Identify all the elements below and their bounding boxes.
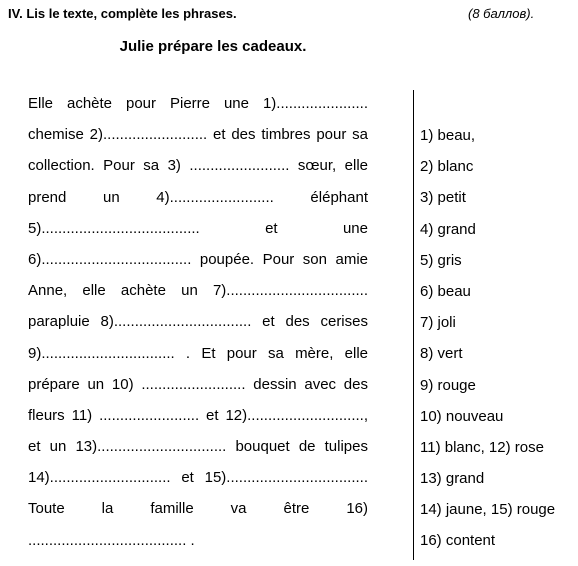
option-item: 14) jaune, 15) rouge — [420, 501, 556, 519]
column-divider — [413, 90, 414, 560]
text-line: et un 13)............................... bouquet de tulipes — [28, 438, 368, 456]
text-line: fleurs 11) ........................ et 12)............................, — [28, 406, 368, 424]
option-item: 4) grand — [420, 220, 476, 238]
option-item: 9) rouge — [420, 376, 476, 394]
text-line: chemise 2)......................... et des timbres pour sa — [28, 126, 368, 144]
exercise-title-wrap — [0, 38, 578, 55]
option-item: 8) vert — [420, 345, 463, 363]
text-line: 9)................................ . Et pour sa mère, elle — [28, 344, 368, 362]
text-line: Elle achète pour Pierre une 1)...................... — [28, 95, 368, 112]
text-line: prépare un 10) ......................... dessin avec des — [28, 375, 368, 393]
option-item: 7) joli — [420, 314, 456, 332]
option-item: 10) nouveau — [420, 407, 504, 425]
text-line: 5)...................................... et une — [28, 219, 368, 237]
option-item: 11) blanc, 12) rose — [420, 438, 544, 456]
text-body — [28, 92, 368, 560]
text-line: Anne, elle achète un 7).................................. — [28, 282, 368, 300]
option-item: 1) beau, — [420, 127, 476, 144]
option-item: 6) beau — [420, 282, 471, 300]
text-line: 6).................................... poupée. Pour son amie — [28, 250, 368, 268]
option-item: 13) grand — [420, 470, 485, 488]
text-line: parapluie 8)................................. et des cerises — [28, 313, 368, 331]
points-label: (8 баллов). — [468, 6, 535, 21]
text-line: collection. Pour sa 3) ........................ sœur, elle — [28, 157, 368, 175]
text-line: prend un 4)......................... éléphant — [28, 188, 368, 206]
text-line: Toute la famille va être 16) — [28, 500, 368, 518]
text-line: 14)............................. et 15).................................. — [28, 469, 368, 487]
option-item: 2) blanc — [420, 158, 474, 176]
option-item: 16) content — [420, 532, 496, 550]
text-line: ...................................... . — [28, 531, 195, 549]
exercise-title: Julie prépare les cadeaux. — [119, 38, 307, 55]
exercise-instruction: IV. Lis le texte, complète les phrases. — [8, 6, 237, 21]
option-item: 5) gris — [420, 251, 462, 269]
options-list — [420, 124, 555, 561]
option-item: 3) petit — [420, 189, 466, 207]
